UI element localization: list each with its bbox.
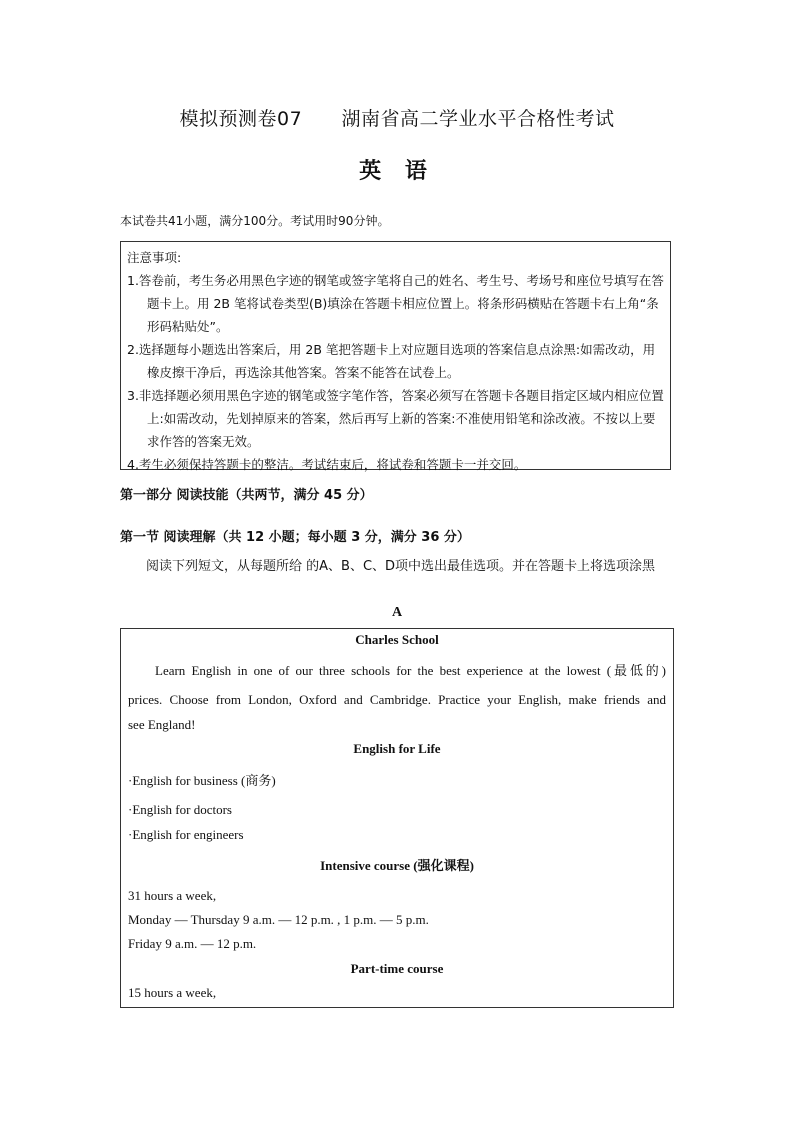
schedule-line: 15 hours a week,: [128, 985, 217, 1000]
passage-box: [120, 628, 674, 1008]
notice-item: 2.选择题每小题选出答案后，用 2B 笔把答题卡上对应题目选项的答案信息点涂黑:如需改动，用橡皮擦干净后，再选涂其他答案。答案不能答在试卷上。: [127, 342, 656, 380]
schedule-line: 31 hours a week,: [128, 888, 217, 903]
section-heading-intensive: Intensive course (强化课程): [320, 858, 474, 873]
exam-title: 模拟预测卷07 湖南省高二学业水平合格性考试: [179, 108, 615, 130]
notice-box: [120, 241, 671, 470]
list-item: ·English for business (商务): [128, 773, 276, 788]
schedule-line: Friday 9 a.m. — 12 p.m.: [128, 936, 257, 951]
paragraph-line: Learn English in one of our three schools for the best experience at the lowest (最低的): [155, 663, 666, 678]
section-heading-parttime: Part-time course: [350, 961, 444, 976]
section-heading-life: English for Life: [353, 741, 441, 756]
passage-label: A: [391, 605, 403, 620]
notice-heading: 注意事项:: [127, 250, 182, 265]
exam-intro: 本试卷共41小题，满分100分。考试用时90分钟。: [120, 214, 390, 228]
paragraph-line: prices. Choose from London, Oxford and Cambridge. Practice your English, make friends and: [128, 692, 666, 707]
part-heading: 第一部分 阅读技能（共两节，满分 45 分）: [120, 488, 373, 503]
paragraph-line: see England!: [128, 717, 196, 732]
notice-item: 3.非选择题必须用黑色字迹的钢笔或签字笔作答，答案必须写在答题卡各题目指定区域内相应位置上:如需改动，先划掉原来的答案，然后再写上新的答案:不准使用铅笔和涂改液。不按以上要求作答的答案无效。: [127, 388, 664, 449]
list-item: ·English for doctors: [128, 802, 232, 817]
schedule-line: Monday — Thursday 9 a.m. — 12 p.m. , 1 p.m. — 5 p.m.: [128, 912, 429, 927]
section-heading: 第一节 阅读理解（共 12 小题；每小题 3 分，满分 36 分）: [120, 530, 470, 545]
section-instructions: 阅读下列短文，从每题所给 的A、B、C、D项中选出最佳选项。并在答题卡上将选项涂黑: [146, 559, 656, 574]
list-item: ·English for engineers: [128, 827, 244, 842]
school-name: Charles School: [355, 632, 439, 647]
notice-item: 4.考生必须保持答题卡的整洁。考试结束后，将试卷和答题卡一并交回。: [127, 457, 527, 472]
subject-title: 英 语: [359, 159, 435, 184]
notice-item: 1.答卷前，考生务必用黑色字迹的钢笔或签字笔将自己的姓名、考生号、考场号和座位号填写在答题卡上。用 2B 笔将试卷类型(B)填涂在答题卡相应位置上。将条形码横贴在答题卡右上角“条形码粘贴处”。: [127, 273, 664, 334]
